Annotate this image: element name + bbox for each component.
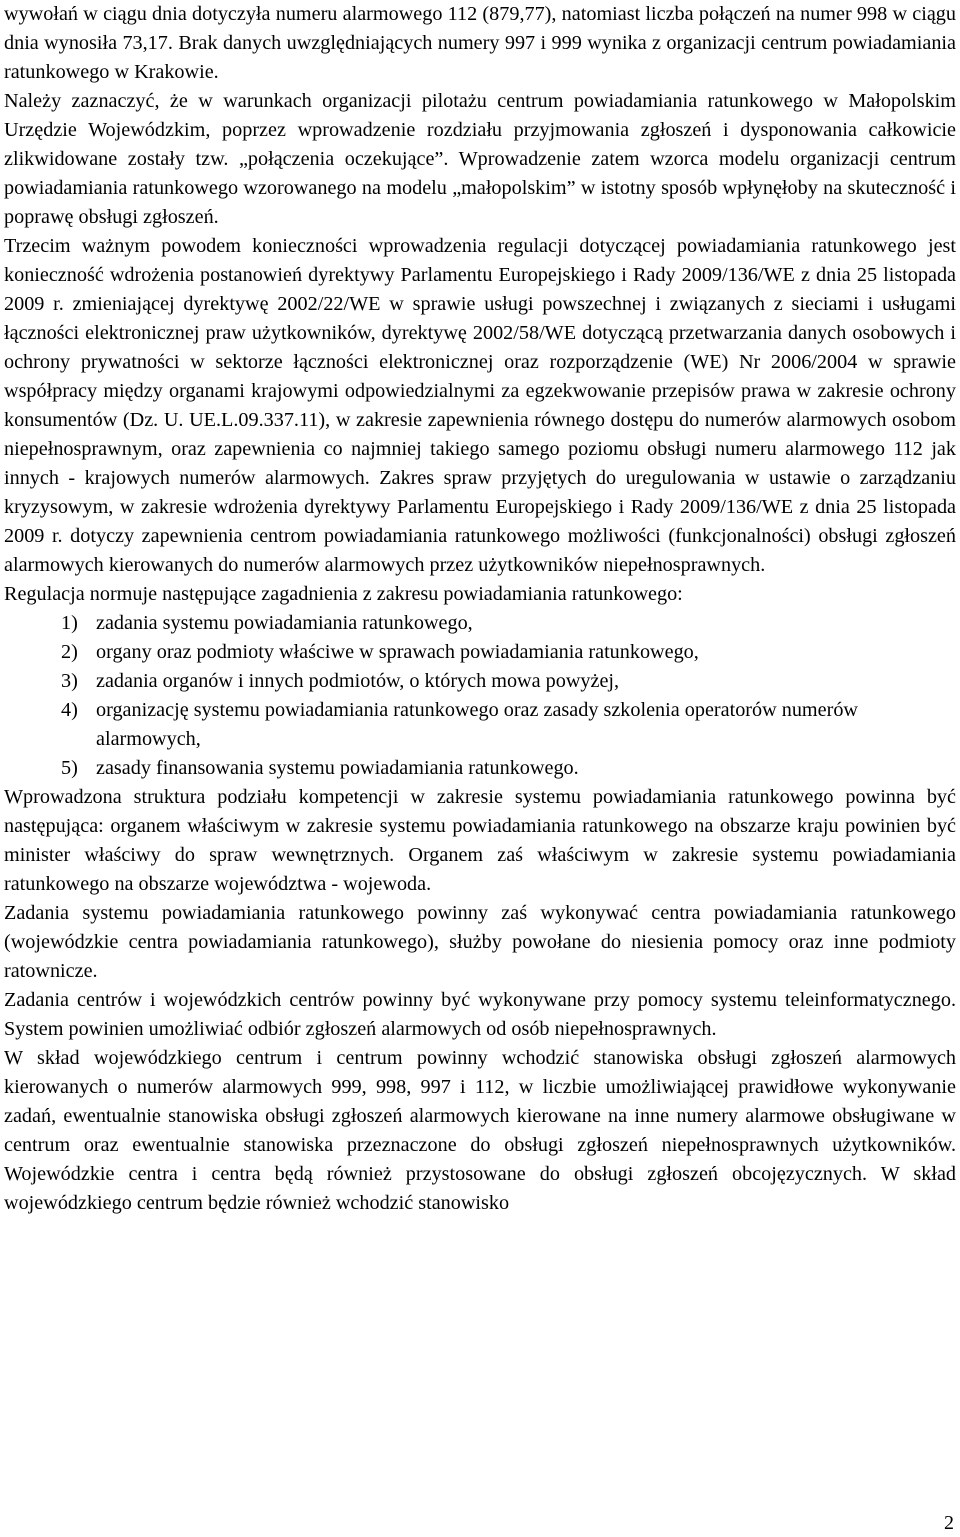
list-item-text: organy oraz podmioty właściwe w sprawach powiadamiania ratunkowego, bbox=[96, 641, 699, 663]
list-item bbox=[4, 667, 956, 696]
paragraph-statistics: wywołań w ciągu dnia dotyczyła numeru alarmowego 112 (879,77), natomiast liczba połączeń na numer 998 w ciągu dnia wynosiła 73,17. Brak danych uwzględniających numery 997 i 999 wynika z organizacji centrum powiadamiania ratunkowego w Krakowie. bbox=[4, 3, 956, 83]
paragraph-teleinformatic-system: Zadania centrów i wojewódzkich centrów powinny być wykonywane przy pomocy systemu teleinformatycznego. System powinien umożliwiać odbiór zgłoszeń alarmowych od osób niepełnosprawnych. bbox=[4, 989, 956, 1040]
list-item bbox=[4, 754, 956, 783]
list-item-text: zasady finansowania systemu powiadamiania ratunkowego. bbox=[96, 757, 579, 779]
paragraph-competence-structure: Wprowadzona struktura podziału kompetencji w zakresie systemu powiadamiania ratunkowego powinna być następująca: organem właściwym w zakresie systemu powiadamiania ratunkowego na obszarze kraju powinien być minister właściwy do spraw wewnętrznych. Organem zaś właściwym w zakresie systemu powiadamiania ratunkowego na obszarze województwa - wojewoda. bbox=[4, 786, 956, 895]
list-item-text: zadania systemu powiadamiania ratunkowego, bbox=[96, 612, 473, 634]
list-item-number: 3) bbox=[61, 670, 78, 692]
list-item-text: organizację systemu powiadamiania ratunkowego oraz zasady szkolenia operatorów numerów alarmowych, bbox=[96, 699, 858, 750]
paragraph-system-tasks: Zadania systemu powiadamiania ratunkowego powinny zaś wykonywać centra powiadamiania ratunkowego (wojewódzkie centra powiadamiania ratunkowego), służby powołane do niesienia pomocy oraz inne podmioty ratownicze. bbox=[4, 902, 956, 982]
list-item bbox=[4, 638, 956, 667]
list-item bbox=[4, 609, 956, 638]
list-item-text: zadania organów i innych podmiotów, o których mowa powyżej, bbox=[96, 670, 620, 692]
paragraph-center-composition: W skład wojewódzkiego centrum i centrum powinny wchodzić stanowiska obsługi zgłoszeń alarmowych kierowanych o numerów alarmowych 999, 998, 997 i 112, w liczbie umożliwiającej prawidłowe wykonywanie zadań, ewentualnie stanowiska obsługi zgłoszeń alarmowych kierowane na inne numery alarmowe obsługiwane w centrum oraz ewentualnie stanowiska przeznaczone do obsługi zgłoszeń niepełnosprawnych użytkowników. Wojewódzkie centra i centra będą również przystosowane do obsługi zgłoszeń obcojęzycznych. W skład wojewódzkiego centrum będzie również wchodzić stanowisko bbox=[4, 1047, 956, 1214]
list-item-number: 5) bbox=[61, 757, 78, 779]
list-item-number: 1) bbox=[61, 612, 78, 634]
list-item-number: 2) bbox=[61, 641, 78, 663]
list-item bbox=[4, 696, 956, 754]
page-number: 2 bbox=[944, 1512, 954, 1534]
paragraph-pilot-organization: Należy zaznaczyć, że w warunkach organizacji pilotażu centrum powiadamiania ratunkowego w Małopolskim Urzędzie Wojewódzkim, poprzez wprowadzenie rozdziału przyjmowania zgłoszeń i dysponowania całkowicie zlikwidowane zostały tzw. „połączenia oczekujące”. Wprowadzenie zatem wzorca modelu organizacji centrum powiadamiania ratunkowego wzorowanego na modelu „małopolskim” w istotny sposób wpłynęłoby na skuteczność i poprawę obsługi zgłoszeń. bbox=[4, 90, 956, 228]
list-item-number: 4) bbox=[61, 699, 78, 721]
paragraph-regulation-intro: Regulacja normuje następujące zagadnienia z zakresu powiadamiania ratunkowego: bbox=[4, 583, 683, 605]
document-page bbox=[4, 0, 956, 1218]
paragraph-eu-directive: Trzecim ważnym powodem konieczności wprowadzenia regulacji dotyczącej powiadamiania ratunkowego jest konieczność wdrożenia postanowień dyrektywy Parlamentu Europejskiego i Rady 2009/136/WE z dnia 25 listopada 2009 r. zmieniającej dyrektywę 2002/22/WE w sprawie usługi powszechnej i związanych z sieciami i usługami łączności elektronicznej praw użytkowników, dyrektywę 2002/58/WE dotyczącą przetwarzania danych osobowych i ochrony prywatności w sektorze łączności elektronicznej oraz rozporządzenie (WE) Nr 2006/2004 w sprawie współpracy między organami krajowymi odpowiedzialnymi za egzekwowanie przepisów prawa w zakresie ochrony konsumentów (Dz. U. UE.L.09.337.11), w zakresie zapewnienia równego dostępu do numerów alarmowych osobom niepełnosprawnym, oraz zapewnienia co najmniej takiego samego poziomu obsługi numeru alarmowego 112 jak innych - krajowych numerów alarmowych. Zakres spraw przyjętych do uregulowania w ustawie o zarządzaniu kryzysowym, w zakresie wdrożenia dyrektywy Parlamentu Europejskiego i Rady 2009/136/WE z dnia 25 listopada 2009 r. dotyczy zapewnienia centrom powiadamiania ratunkowego możliwości (funkcjonalności) obsługi zgłoszeń alarmowych kierowanych do numerów alarmowych przez użytkowników niepełnosprawnych. bbox=[4, 235, 956, 576]
regulation-list bbox=[4, 609, 956, 783]
